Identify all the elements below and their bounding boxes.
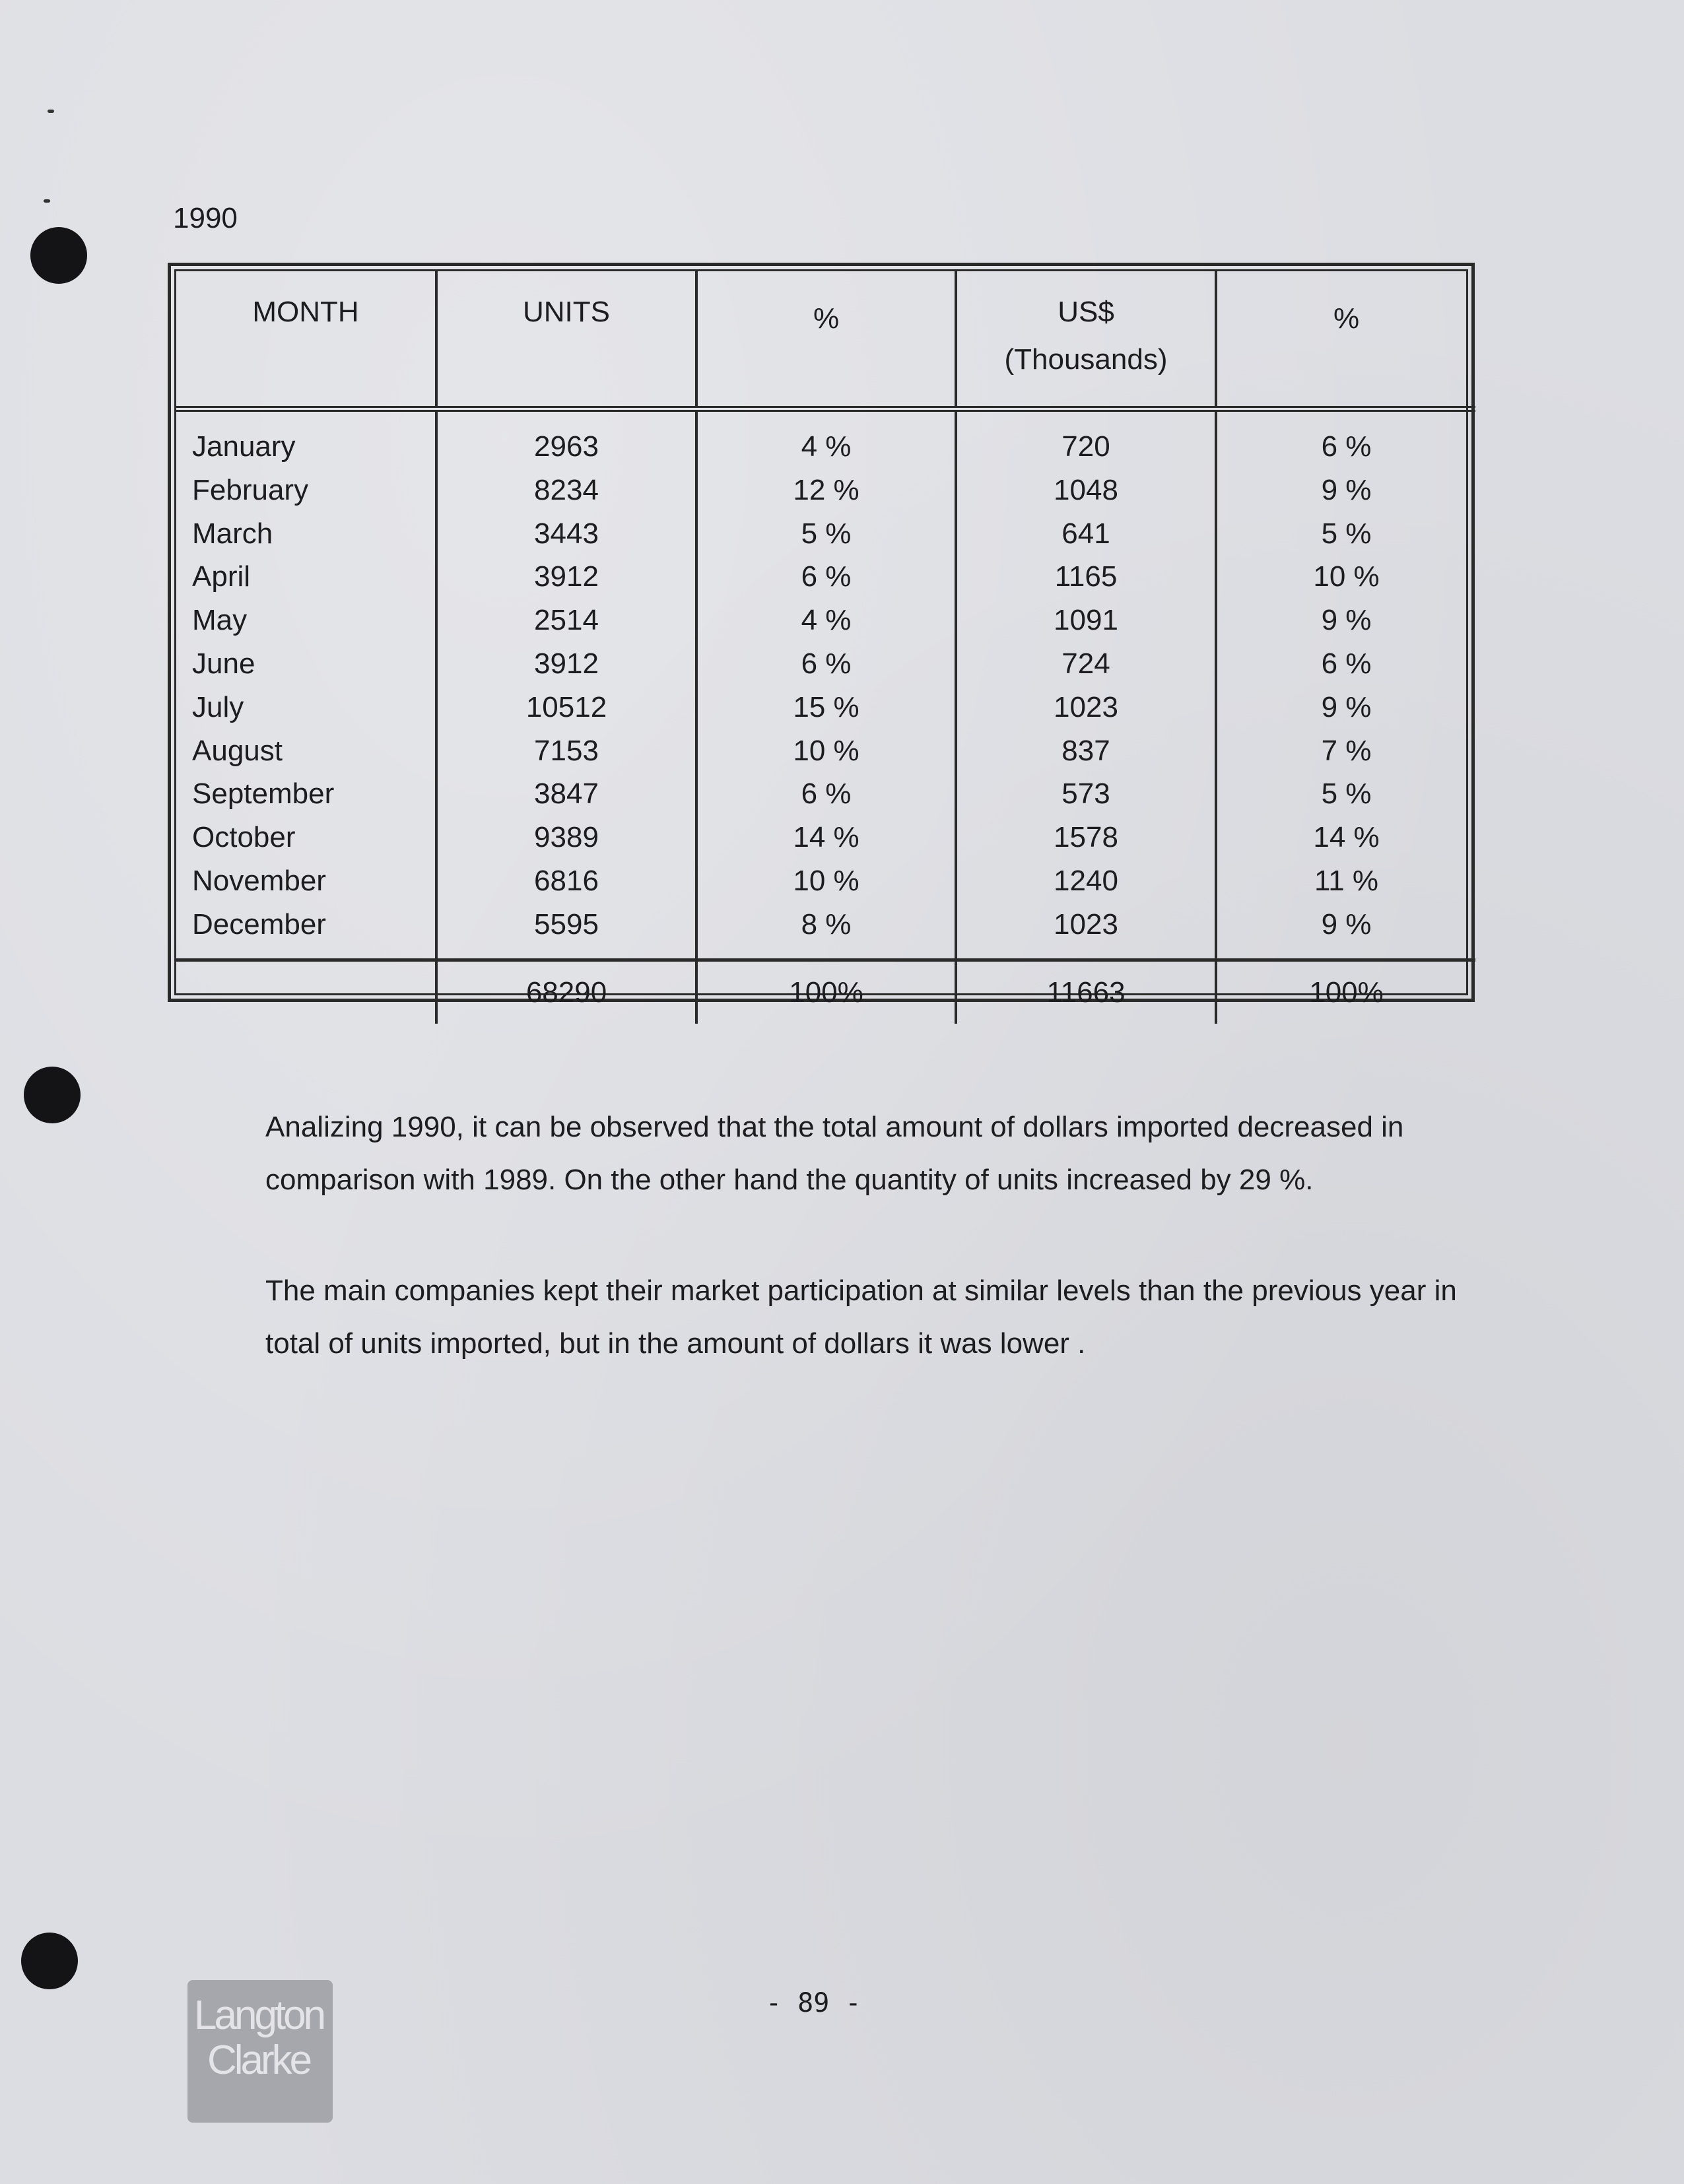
paragraph-text: The main companies kept their market participation at similar levels than the previous year in total of units imported, but in the amount of dollars it was lower . <box>265 1274 1457 1360</box>
cell-month: December <box>176 903 436 960</box>
paper-speck <box>48 110 54 113</box>
cell-units: 3912 <box>436 642 696 686</box>
cell-units-percent: 6 % <box>696 555 956 599</box>
header-usd-percent: % <box>1333 302 1360 335</box>
table-row <box>176 772 1475 816</box>
cell-units: 7153 <box>436 729 696 773</box>
cell-usd: 720 <box>956 409 1216 469</box>
cell-month: July <box>176 686 436 729</box>
table-row <box>176 599 1475 642</box>
cell-month: January <box>176 409 436 469</box>
cell-month: May <box>176 599 436 642</box>
cell-units-percent: 6 % <box>696 642 956 686</box>
cell-month: April <box>176 555 436 599</box>
cell-usd-percent: 11 % <box>1314 864 1379 897</box>
cell-units-percent: 15 % <box>696 686 956 729</box>
cell-usd: 573 <box>956 772 1216 816</box>
cell-usd-percent: 6 % <box>1321 430 1372 463</box>
analysis-paragraph <box>265 1101 1480 1207</box>
cell-usd: 1240 <box>956 859 1216 903</box>
logo-line2: Clarke <box>207 2037 310 2083</box>
cell-usd: 1048 <box>956 469 1216 512</box>
table-row <box>176 512 1475 556</box>
punch-hole-middle <box>24 1067 81 1123</box>
cell-units: 3847 <box>436 772 696 816</box>
cell-units-percent: 6 % <box>696 772 956 816</box>
cell-usd-percent: 9 % <box>1321 908 1372 941</box>
cell-units: 2963 <box>436 409 696 469</box>
total-month <box>176 960 436 1024</box>
total-units-percent: 100% <box>696 960 956 1024</box>
langton-clarke-logo <box>187 1980 333 2123</box>
cell-units: 3912 <box>436 555 696 599</box>
cell-month: October <box>176 816 436 859</box>
cell-usd-percent: 9 % <box>1321 690 1372 723</box>
table-row <box>176 859 1475 903</box>
cell-usd-percent: 14 % <box>1313 821 1380 854</box>
cell-usd-percent: 6 % <box>1321 647 1372 680</box>
cell-units: 9389 <box>436 816 696 859</box>
cell-usd: 724 <box>956 642 1216 686</box>
table-inner-border <box>174 269 1468 1009</box>
cell-usd-percent: 9 % <box>1321 604 1372 637</box>
table-row <box>176 903 1475 960</box>
cell-usd-percent: 10 % <box>1313 560 1380 593</box>
table-row <box>176 409 1475 469</box>
table-row <box>176 729 1475 773</box>
cell-units: 2514 <box>436 599 696 642</box>
header-units-percent: % <box>696 271 956 409</box>
page-number: - 89 - <box>766 1988 861 2018</box>
cell-units: 5595 <box>436 903 696 960</box>
header-units: UNITS <box>436 271 696 409</box>
cell-usd: 1023 <box>956 903 1216 960</box>
punch-hole-bottom <box>21 1933 78 1989</box>
cell-month: March <box>176 512 436 556</box>
cell-month: February <box>176 469 436 512</box>
year-heading: 1990 <box>173 202 238 234</box>
paper-speck <box>44 199 50 203</box>
cell-month: June <box>176 642 436 686</box>
cell-units-percent: 12 % <box>696 469 956 512</box>
cell-units-percent: 8 % <box>696 903 956 960</box>
monthly-imports-table <box>168 263 1475 1009</box>
data-table <box>176 271 1475 1024</box>
header-month: MONTH <box>176 271 436 409</box>
cell-units-percent: 4 % <box>696 409 956 469</box>
table-row <box>176 816 1475 859</box>
table-row <box>176 686 1475 729</box>
table-row <box>176 555 1475 599</box>
cell-units: 6816 <box>436 859 696 903</box>
cell-month: September <box>176 772 436 816</box>
cell-usd: 1091 <box>956 599 1216 642</box>
cell-usd-percent: 9 % <box>1321 473 1372 506</box>
total-usd-percent: 100% <box>1216 960 1475 1024</box>
total-units: 68290 <box>436 960 696 1024</box>
paragraph-text: Analizing 1990, it can be observed that the total amount of dollars imported decreased in comparison with 1989. On the other hand the quantity of units increased by 29 %. <box>265 1111 1404 1196</box>
cell-month: August <box>176 729 436 773</box>
table-row <box>176 469 1475 512</box>
cell-usd: 837 <box>956 729 1216 773</box>
cell-usd-percent: 7 % <box>1321 734 1372 767</box>
cell-units-percent: 10 % <box>696 859 956 903</box>
cell-units-percent: 4 % <box>696 599 956 642</box>
cell-month: November <box>176 859 436 903</box>
header-usd-line2: (Thousands) <box>1004 343 1168 376</box>
cell-usd: 641 <box>956 512 1216 556</box>
total-usd: 11663 <box>956 960 1216 1024</box>
header-usd <box>956 271 1216 409</box>
punch-hole-top <box>30 227 87 284</box>
cell-units-percent: 14 % <box>696 816 956 859</box>
table-row <box>176 642 1475 686</box>
cell-usd-percent: 5 % <box>1321 778 1372 811</box>
table-totals-row <box>176 960 1475 1024</box>
cell-usd: 1165 <box>956 555 1216 599</box>
market-paragraph <box>265 1265 1480 1370</box>
table-header-row <box>176 271 1475 409</box>
header-usd-line1: US$ <box>1058 296 1114 328</box>
cell-units: 8234 <box>436 469 696 512</box>
logo-line1: Langton <box>194 1993 324 2038</box>
cell-units-percent: 10 % <box>696 729 956 773</box>
cell-usd-percent: 5 % <box>1321 517 1372 550</box>
cell-units: 3443 <box>436 512 696 556</box>
cell-usd: 1023 <box>956 686 1216 729</box>
cell-units: 10512 <box>436 686 696 729</box>
cell-units-percent: 5 % <box>696 512 956 556</box>
cell-usd: 1578 <box>956 816 1216 859</box>
